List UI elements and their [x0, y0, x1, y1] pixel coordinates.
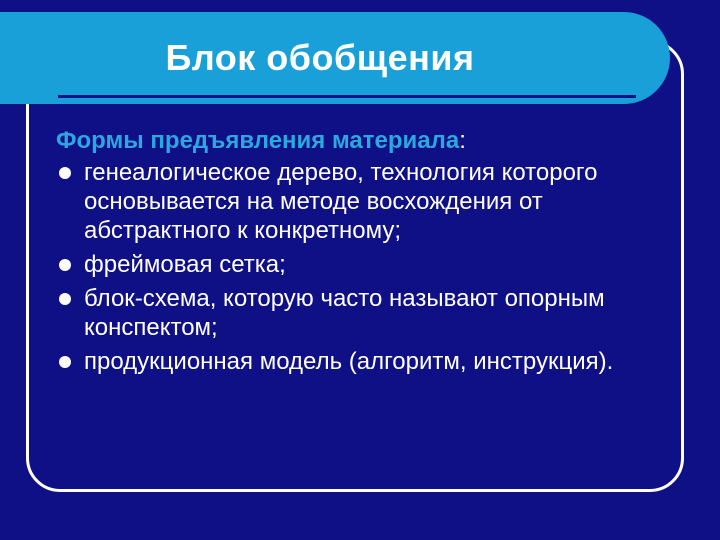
list-item-text: генеалогическое дерево, технология которого основывается на методе восхождения от абстрактного к конкретному; [84, 159, 598, 244]
list-item-text: блок-схема, которую часто называют опорным конспектом; [84, 285, 605, 341]
list-item-text: продукционная модель (алгоритм, инструкция). [84, 348, 614, 375]
list-item [56, 284, 656, 342]
slide-body [56, 126, 656, 381]
section-heading-text: Формы предъявления материала [56, 127, 460, 154]
section-heading [56, 126, 656, 155]
bullet-dot-icon [59, 356, 71, 368]
list-item [56, 347, 656, 376]
bullet-dot-icon [59, 259, 71, 271]
section-heading-colon: : [459, 127, 466, 154]
list-item [56, 158, 656, 245]
bullet-list [56, 158, 656, 376]
list-item-text: фреймовая сетка; [84, 251, 286, 278]
list-item [56, 250, 656, 279]
slide-title: Блок обобщения [165, 37, 475, 78]
bullet-dot-icon [59, 293, 71, 305]
bullet-dot-icon [59, 167, 71, 179]
